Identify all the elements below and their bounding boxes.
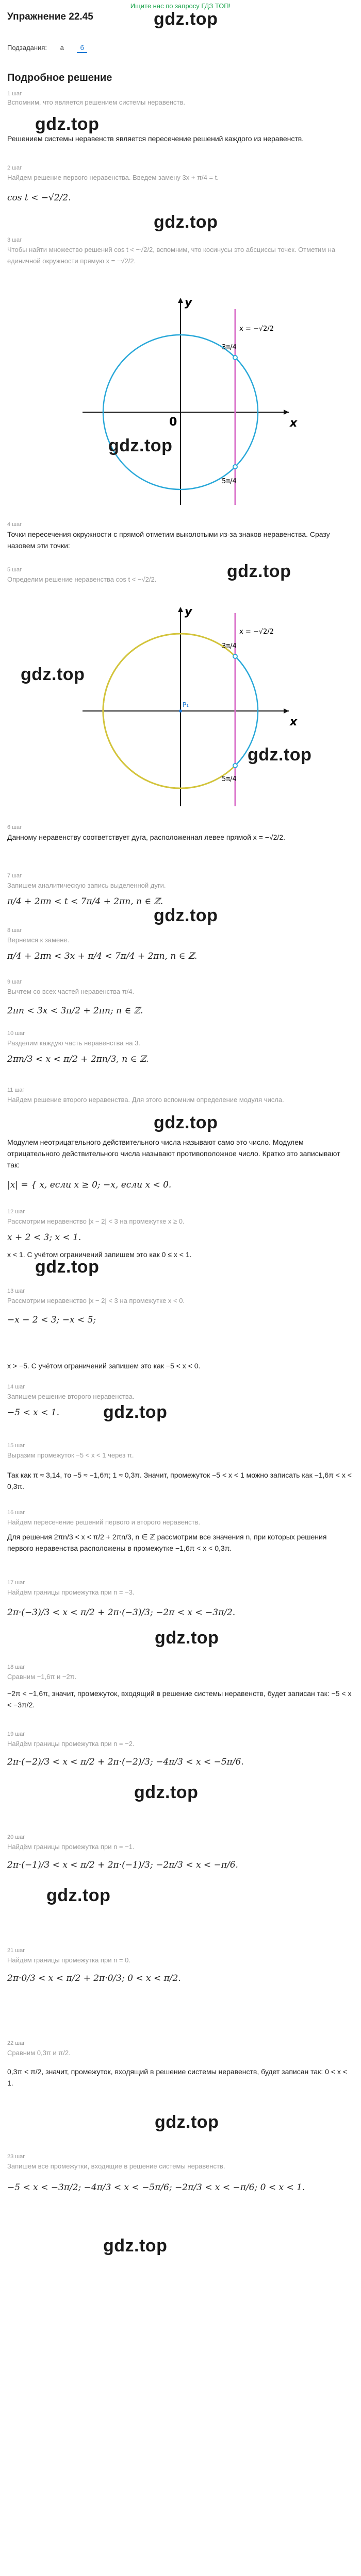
watermark: gdz.top [103, 2236, 168, 2256]
watermark: gdz.top [154, 906, 218, 925]
x-axis-label: x [290, 716, 298, 728]
math-line: x + 2 < 3; x < 1. [7, 1232, 81, 1243]
step-label: 22 шаг [7, 2040, 25, 2046]
step-label: 8 шаг [7, 927, 22, 934]
math-line: cos t < −√2/2. [7, 193, 71, 203]
step-text: Сравним 0,3π и π/2. [7, 2049, 71, 2057]
step-text: Точки пересечения окружности с прямой отметим выколотыми из-за знаков неравенства. Сразу назовем эти точки: [7, 530, 330, 550]
point-top-label: 3π/4 [222, 344, 237, 351]
step-label: 11 шаг [7, 1087, 25, 1093]
point-bottom-label: 5π/4 [222, 478, 237, 485]
y-axis-label: y [185, 296, 192, 309]
watermark: gdz.top [103, 1402, 168, 1422]
watermark: gdz.top [108, 436, 173, 455]
tab-a[interactable]: а [60, 44, 64, 52]
step-label: 2 шаг [7, 165, 22, 171]
step-text: Выразим промежуток −5 < x < 1 через π. [7, 1451, 134, 1459]
watermark: gdz.top [134, 1783, 199, 1802]
step-text: Данному неравенству соответствует дуга, расположенная левее прямой x = −√2/2. [7, 833, 285, 841]
step-label: 6 шаг [7, 824, 22, 831]
step-label: 1 шаг [7, 91, 22, 97]
step-label: 16 шаг [7, 1510, 25, 1516]
step-text: Найдём границы промежутка при n = −2. [7, 1740, 135, 1748]
x-axis-arrow-icon [284, 708, 289, 714]
intersection-point-top [233, 355, 237, 360]
watermark: gdz.top [155, 2112, 219, 2132]
math-line: π/4 + 2πn < 3x + π/4 < 7π/4 + 2πn, n ∈ ℤ. [7, 951, 198, 961]
unit-circle-diagram-1 [77, 289, 298, 510]
tab-b[interactable]: б [77, 43, 87, 53]
step-label: 21 шаг [7, 1947, 25, 1954]
origin-label: 0 [169, 416, 177, 429]
page-title: Упражнение 22.45 [7, 11, 93, 22]
step-label: 4 шаг [7, 521, 22, 528]
watermark: gdz.top [154, 1113, 218, 1132]
line-label: x = −√2/2 [239, 628, 274, 636]
math-line: 2π·(−2)/3 < x < π/2 + 2π·(−2)/3; −4π/3 < x < −5π/6. [7, 1757, 244, 1767]
step-label: 13 шаг [7, 1288, 25, 1294]
step-text: Запишем решение второго неравенства. [7, 1393, 135, 1400]
watermark: gdz.top [227, 562, 291, 581]
step-body: Решением системы неравенств является пересечение решений каждого из неравенств. [7, 134, 304, 143]
step-label: 14 шаг [7, 1384, 25, 1390]
step-text: Вернемся к замене. [7, 936, 70, 944]
step-label: 18 шаг [7, 1664, 25, 1670]
y-axis-label: y [185, 605, 192, 618]
watermark: gdz.top [21, 665, 85, 684]
intersection-point-bottom [233, 465, 237, 469]
step-label: 15 шаг [7, 1443, 25, 1449]
section-title: Подробное решение [7, 72, 112, 83]
watermark: gdz.top [155, 1628, 219, 1648]
intersection-point-top [233, 654, 237, 658]
point-r [179, 709, 182, 713]
step-label: 23 шаг [7, 2154, 25, 2160]
step-text: Найдём границы промежутка при n = −1. [7, 1843, 135, 1851]
step-text: Определим решение неравенства cos t < −√2/2. [7, 575, 157, 583]
step-text: Найдем пересечение решений первого и второго неравенств. [7, 1518, 201, 1526]
watermark: gdz.top [35, 1257, 100, 1277]
step-body: Для решения 2πn/3 < x < π/2 + 2πn/3, n ∈ ℤ рассмотрим все значения n, при которых решения первого неравенства расположены в промежутке −1,6π < x < 0,3π. [7, 1533, 327, 1552]
step-label: 7 шаг [7, 873, 22, 879]
math-line: π/4 + 2πn < t < 7π/4 + 2πn, n ∈ ℤ. [7, 896, 163, 907]
step-text: Найдём границы промежутка при n = 0. [7, 1956, 130, 1964]
step-text: Вспомним, что является решением системы неравенств. [7, 98, 185, 106]
y-axis-arrow-icon [178, 298, 183, 303]
point-top-label: 3π/4 [222, 642, 237, 650]
step-text: Найдем решение второго неравенства. Для этого вспомним определение модуля числа. [7, 1096, 284, 1104]
step-label: 20 шаг [7, 1834, 25, 1840]
math-line: −x − 2 < 3; −x < 5; [7, 1315, 96, 1325]
step-text: Вычтем со всех частей неравенства π/4. [7, 988, 135, 995]
step-label: 3 шаг [7, 237, 22, 243]
step-text: Запишем все промежутки, входящие в решение системы неравенств. [7, 2162, 225, 2170]
watermark: gdz.top [46, 1886, 111, 1905]
subtasks-label: Подзадания: [7, 44, 47, 52]
point-r-label: P₁ [183, 701, 189, 708]
math-line: 2π·(−1)/3 < x < π/2 + 2π·(−1)/3; −2π/3 < x < −π/6. [7, 1860, 238, 1870]
math-line: 2πn < 3x < 3π/2 + 2πn; n ∈ ℤ. [7, 1006, 143, 1016]
step-text: Найдем решение первого неравенства. Введем замену 3x + π/4 = t. [7, 174, 219, 181]
math-line: |x| = { x, если x ≥ 0; −x, если x < 0. [7, 1180, 172, 1190]
math-line: 2π·(−3)/3 < x < π/2 + 2π·(−3)/3; −2π < x < −3π/2. [7, 1607, 236, 1618]
y-axis-arrow-icon [178, 607, 183, 612]
x-axis-label: x [290, 417, 298, 430]
step-text: Рассмотрим неравенство |x − 2| < 3 на промежутке x < 0. [7, 1297, 185, 1304]
point-bottom-label: 5π/4 [222, 775, 237, 783]
watermark: gdz.top [154, 9, 218, 29]
math-line: 2π·0/3 < x < π/2 + 2π·0/3; 0 < x < π/2. [7, 1973, 181, 1984]
line-label: x = −√2/2 [239, 325, 274, 333]
step-text: Запишем аналитическую запись выделенной дуги. [7, 882, 166, 889]
math-line: 2πn/3 < x < π/2 + 2πn/3, n ∈ ℤ. [7, 1054, 149, 1064]
step-text: Чтобы найти множество решений cos t < −√2/2, вспомним, что косинусы это абсциссы точек. Отметим на единичной окружности прямую x = −√2/2. [7, 246, 336, 265]
step-body: Модулем неотрицательного действительного числа называют само это число. Модулем отрицательного действительного числа называют противоположное число. Кратко это записывают так: [7, 1138, 340, 1169]
step-text: Найдём границы промежутка при n = −3. [7, 1588, 135, 1596]
step-label: 17 шаг [7, 1580, 25, 1586]
math-line: −5 < x < 1. [7, 1408, 59, 1418]
step-label: 12 шаг [7, 1209, 25, 1215]
step-text: Сравним −1,6π и −2π. [7, 1673, 77, 1681]
unit-circle-diagram-2 [77, 603, 298, 809]
step-body: 0,3π < π/2, значит, промежуток, входящий в решение системы неравенств, будет записан так: 0 < x < 1. [7, 2067, 347, 2087]
top-banner[interactable]: Ищите нас по запросу ГДЗ ТОП! [130, 2, 231, 10]
subtasks-row [7, 43, 87, 53]
step-text: Рассмотрим неравенство |x − 2| < 3 на промежутке x ≥ 0. [7, 1217, 185, 1225]
watermark: gdz.top [248, 745, 312, 765]
step-text: Разделим каждую часть неравенства на 3. [7, 1039, 140, 1047]
intersection-point-bottom [233, 764, 237, 768]
step-label: 5 шаг [7, 567, 22, 573]
step-body: x > −5. С учётом ограничений запишем это как −5 < x < 0. [7, 1362, 201, 1370]
math-line: −5 < x < −3π/2; −4π/3 < x < −5π/6; −2π/3 < x < −π/6; 0 < x < 1. [7, 2182, 305, 2193]
step-body: −2π < −1,6π, значит, промежуток, входящий в решение системы неравенств, будет записан так: −5 < x < −3π/2. [7, 1689, 352, 1709]
step-label: 19 шаг [7, 1731, 25, 1737]
x-axis-arrow-icon [284, 410, 289, 415]
watermark: gdz.top [154, 212, 218, 232]
step-body: x < 1. С учётом ограничений запишем это как 0 ≤ x < 1. [7, 1250, 192, 1259]
step-label: 9 шаг [7, 979, 22, 985]
step-body: Так как π ≈ 3,14, то −5 ≈ −1,6π; 1 ≈ 0,3π. Значит, промежуток −5 < x < 1 можно записать как −1,6π < x < 0,3π. [7, 1471, 352, 1490]
step-label: 10 шаг [7, 1030, 25, 1037]
watermark: gdz.top [35, 114, 100, 134]
